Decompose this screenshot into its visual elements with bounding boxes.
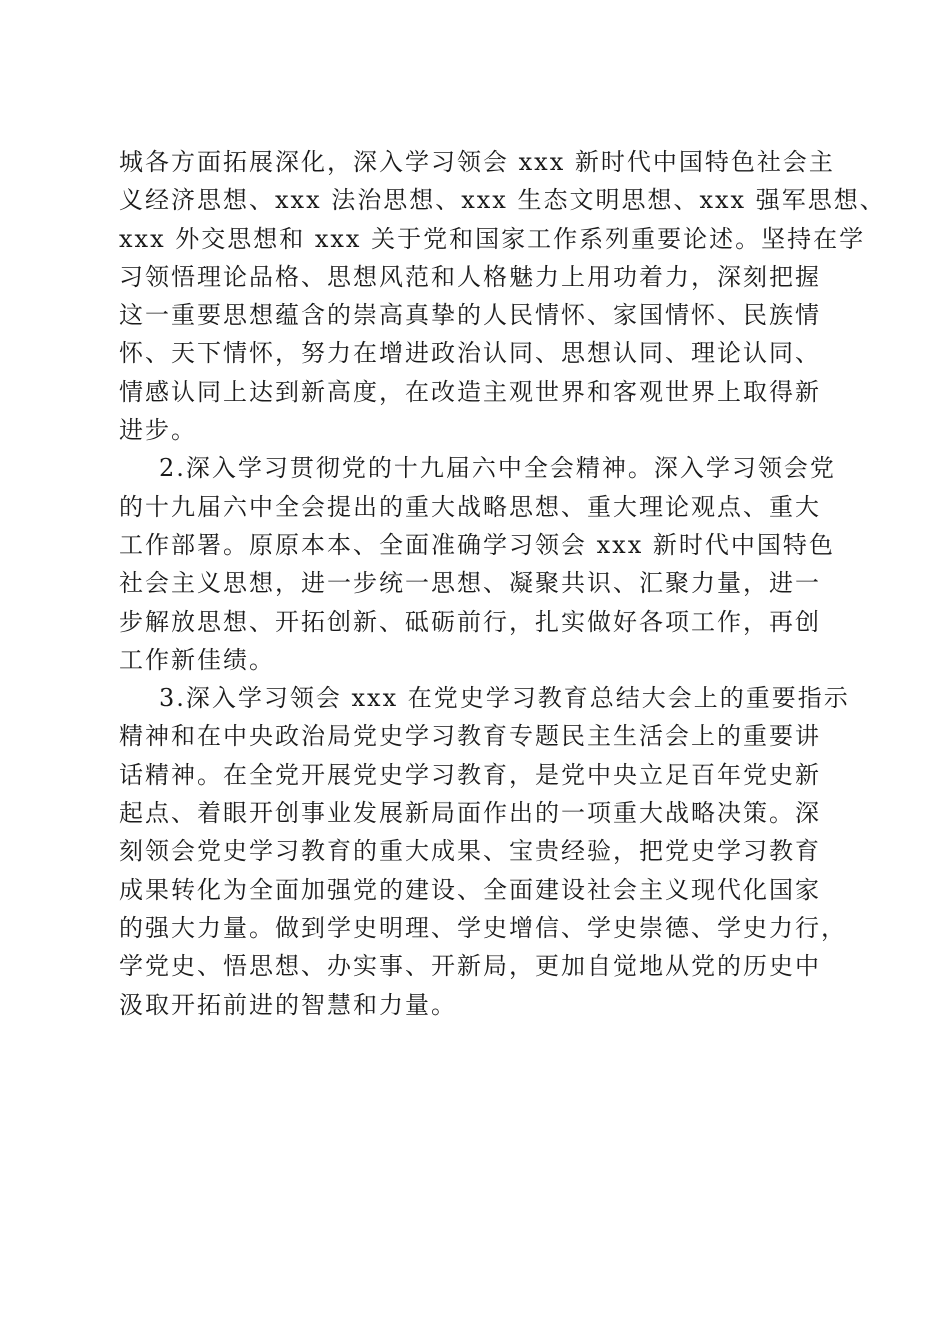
text-line: 学党史、悟思想、办实事、开新局，更加自觉地从党的历史中 [119,952,821,981]
text-line: 起点、着眼开创事业发展新局面作出的一项重大战略决策。深 [119,799,821,828]
text-line: xxx 外交思想和 xxx 关于党和国家工作系列重要论述。坚持在学 [119,224,866,253]
text-line: 的十九届六中全会提出的重大战略思想、重大理论观点、重大 [119,492,821,521]
text-line: 步解放思想、开拓创新、砥砺前行，扎实做好各项工作，再创 [119,607,821,636]
text-line: 情感认同上达到新高度，在改造主观世界和客观世界上取得新 [119,377,821,406]
text-line: 怀、天下情怀，努力在增进政治认同、思想认同、理论认同、 [119,339,821,368]
text-line: 进步。 [119,416,197,445]
text-line: 精神和在中央政治局党史学习教育专题民主生活会上的重要讲 [119,722,821,751]
text-line: 汲取开拓前进的智慧和力量。 [119,990,457,1019]
text-line: 城各方面拓展深化，深入学习领会 xxx 新时代中国特色社会主 [119,148,835,176]
text-line: 这一重要思想蕴含的崇高真挚的人民情怀、家国情怀、民族情 [119,301,821,330]
text-line: 的强大力量。做到学史明理、学史增信、学史崇德、学史力行， [119,913,847,942]
text-line: 习领悟理论品格、思想风范和人格魅力上用功着力，深刻把握 [119,262,821,291]
text-line: 成果转化为全面加强党的建设、全面建设社会主义现代化国家 [119,875,821,904]
text-line: 工作新佳绩。 [119,645,275,674]
text-line: 话精神。在全党开展党史学习教育，是党中央立足百年党史新 [119,760,821,789]
text-line: 社会主义思想，进一步统一思想、凝聚共识、汇聚力量，进一 [119,569,821,598]
text-line: 刻领会党史学习教育的重大成果、宝贵经验，把党史学习教育 [119,837,821,866]
text-line: 工作部署。原原本本、全面准确学习领会 xxx 新时代中国特色 [119,530,835,559]
text-line: 义经济思想、xxx 法治思想、xxx 生态文明思想、xxx 强军思想、 [119,186,886,215]
paragraph-2-start: 2.深入学习贯彻党的十九届六中全会精神。深入学习领会党 [159,454,836,483]
document-body [119,143,886,1024]
paragraph-3-start: 3.深入学习领会 xxx 在党史学习教育总结大会上的重要指示 [159,684,850,713]
